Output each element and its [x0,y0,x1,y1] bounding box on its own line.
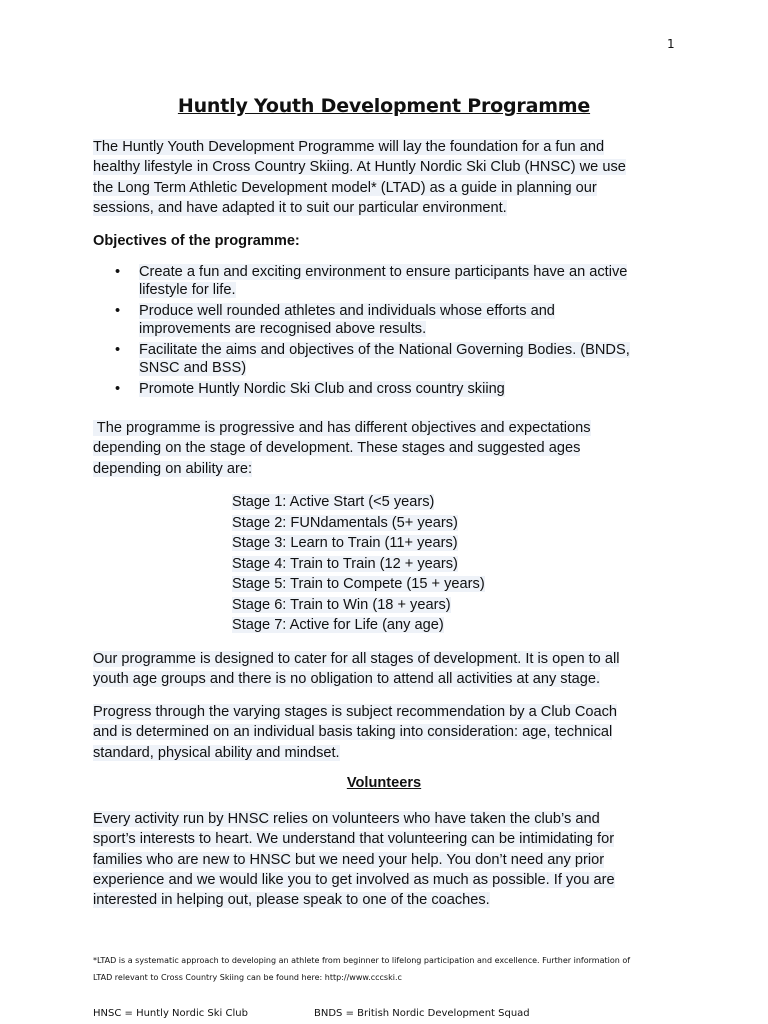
volunteers-heading: Volunteers [346,775,422,791]
bullet-icon: • [115,381,121,397]
list-item: Stage 6: Train to Win (18 + years) [232,596,451,613]
page-title: Huntly Youth Development Programme [177,95,591,117]
footnote: *LTAD is a systematic approach to developing an athlete from beginner to lifelong participation and excellence. Further information of LTAD relevant to Cross Country Skiing can be found here: http://www.cccski.c [93,956,631,982]
bullet-icon: • [115,342,121,358]
footer-abbreviation-bnds: BNDS = British Nordic Development Squad [314,1008,530,1019]
objectives-heading: Objectives of the programme: [93,233,300,249]
page-number: 1 [667,37,675,51]
progressive-paragraph: The programme is progressive and has different objectives and expectations depending on the stage of development. These stages and suggested ages depending on ability are: [93,420,591,477]
intro-line: sessions, and have adapted it to suit our particular environment. [93,199,507,216]
bullet-icon: • [115,264,121,280]
list-item: • Promote Huntly Nordic Ski Club and cross country skiing [115,381,505,397]
footer-abbreviation-hnsc: HNSC = Huntly Nordic Ski Club [93,1008,248,1019]
intro-line: healthy lifestyle in Cross Country Skiing. At Huntly Nordic Ski Club (HNSC) we use [93,159,626,176]
list-item: Stage 7: Active for Life (any age) [232,617,444,633]
list-item: Stage 3: Learn to Train (11+ years) [232,535,458,551]
list-item: • Produce well rounded athletes and individuals whose efforts and improvements are recognised above results. [115,303,555,337]
intro-line: The Huntly Youth Development Programme will lay the foundation for a fun and [93,139,605,155]
volunteers-paragraph: Every activity run by HNSC relies on volunteers who have taken the club’s and sport’s interests to heart. We understand that volunteering can be intimidating for families who are new to HNSC but we need your help. You don’t need any prior experience and we would like you to get involved as much as possible. If you are interested in helping out, please speak to one of the coaches. [93,811,615,909]
bullet-icon: • [115,303,121,319]
objectives-list [93,263,693,398]
cater-paragraph: Our programme is designed to cater for all stages of development. It is open to all youth age groups and there is no obligation to attend all activities at any stage. [93,651,620,688]
list-item: • Create a fun and exciting environment to ensure participants have an active lifestyle for life. [115,264,628,298]
list-item: Stage 5: Train to Compete (15 + years) [232,576,485,592]
stages-list [232,492,485,636]
intro-line: the Long Term Athletic Development model* (LTAD) as a guide in planning our [93,179,597,196]
list-item: • Facilitate the aims and objectives of the National Governing Bodies. (BNDS, SNSC and BSS) [115,342,630,376]
list-item: Stage 2: FUNdamentals (5+ years) [232,514,458,531]
list-item: Stage 1: Active Start (<5 years) [232,494,435,510]
intro-paragraph [93,137,693,218]
list-item: Stage 4: Train to Train (12 + years) [232,555,458,572]
progress-paragraph: Progress through the varying stages is subject recommendation by a Club Coach and is determined on an individual basis taking into consideration: age, technical standard, physical ability and mindset. [93,704,618,761]
